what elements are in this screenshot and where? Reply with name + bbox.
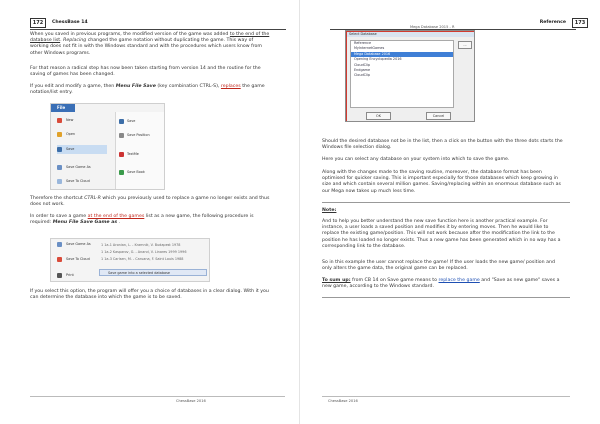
folder-icon xyxy=(57,132,62,137)
game-list-line[interactable]: 1 1a-1 Aronian, L. - Kramnik, V. Budapest 1978 xyxy=(101,243,181,247)
save-as-icon xyxy=(57,242,62,247)
right-paragraph-3: Along with the changes made to the saving routine, moreover, the database format has been optimised for quicker saving. This is important especially for those databases which keep growing in size and which contain several million games. Saving/replacing within an enormous database such as our Mega now takes up much less time. xyxy=(322,170,561,194)
print-icon xyxy=(57,273,62,278)
section-divider-bottom xyxy=(322,297,570,298)
database-item[interactable]: CloudClip xyxy=(354,73,371,78)
save-to-selected-database-option[interactable]: Save game into a selected database xyxy=(99,269,207,276)
left-paragraph-1: When you saved in previous programs, the modified version of the game was added to the end of the database list. Replacing changed the game notation without duplicating the game. This way of working does not fit in with the Windows standard and with the procedures which users know from other Windows programs. xyxy=(30,32,270,56)
text-icon xyxy=(119,152,124,157)
left-footer: ChessBase 2016 xyxy=(176,399,206,403)
file-menu-title[interactable]: File xyxy=(51,104,75,112)
menu-item-open[interactable]: Open xyxy=(57,130,107,139)
cloud-icon xyxy=(57,179,62,184)
menu-item-save-game-as[interactable]: Save Game As xyxy=(57,240,97,249)
menu-item-print[interactable]: Print xyxy=(57,271,97,280)
submenu-item-save[interactable]: Save xyxy=(119,117,135,126)
left-paragraph-2: For that reason a radical step has now been taken starting from version 14 and the routine for the saving of games has been changed. xyxy=(30,66,261,78)
save-icon xyxy=(119,119,124,124)
database-list[interactable] xyxy=(350,40,454,108)
cancel-button[interactable]: Cancel xyxy=(426,112,451,120)
menu-item-save[interactable]: Save xyxy=(57,145,107,154)
dialog-top-caption: Mega Database 2015 - R xyxy=(410,25,455,29)
submenu-item-save-position[interactable]: Save Position xyxy=(119,131,150,140)
left-page-number: 172 xyxy=(30,18,46,28)
right-footer: ChessBase 2016 xyxy=(328,399,358,403)
section-divider-top xyxy=(322,202,570,203)
menu-item-save-game-as[interactable]: Save Game As xyxy=(57,163,107,172)
dialog-title: Select Database xyxy=(346,31,474,37)
right-paragraph-4: And to help you better understand the new save function here is another practical example. For instance, a user loads a saved position and modifies it by entering moves. Then he would like to replace the existing game/position. This will not work because after the modification the link to the position he has loaded no longer exists. Thus a new game has been generated which in no way has a corresponding link to the database. xyxy=(322,219,561,249)
left-footer-rule xyxy=(30,396,285,397)
right-paragraph-5: So in this example the user cannot replace the game! If the user loads the new game/ position and only alters the game data, the original game can be replaced. xyxy=(322,260,555,272)
right-paragraph-6: To sum up: from CB 14 on Save game means to replace the game and "Save as new game" saves a new game, according to the Windows standard. xyxy=(322,278,560,290)
right-footer-rule xyxy=(322,396,570,397)
left-paragraph-4: Therefore the shortcut CTRL-R which you previously used to replace a game no longer exists and thus does not work. xyxy=(30,196,270,208)
menu-item-save-to-cloud[interactable]: Save To Cloud xyxy=(57,255,97,264)
database-item[interactable]: CloudClip xyxy=(354,62,371,67)
database-item-selected[interactable]: Mega Database 2016 xyxy=(351,52,453,57)
note-heading: Note: xyxy=(322,208,337,213)
menu-item-new[interactable]: New xyxy=(57,116,107,125)
ok-button[interactable]: OK xyxy=(366,112,391,120)
browse-button[interactable]: ... xyxy=(458,41,472,49)
left-running-title: ChessBase 14 xyxy=(52,20,88,25)
cloud-icon xyxy=(57,257,62,262)
submenu-item-textme[interactable]: TextMe xyxy=(119,150,139,159)
menu-item-save-to-cloud[interactable]: Save To Cloud xyxy=(57,177,107,186)
left-header xyxy=(30,18,286,30)
submenu-item-save-book[interactable]: Save Book xyxy=(119,168,145,177)
left-paragraph-5: In order to save a game at the end of the games list as a new game, the following procedure is required: Menu File Save Game as . xyxy=(30,214,254,226)
database-item[interactable]: MyInternetGames xyxy=(354,46,385,51)
select-database-dialog xyxy=(345,30,475,122)
position-icon xyxy=(119,133,124,138)
database-item[interactable]: Endgame xyxy=(354,67,371,72)
save-as-icon xyxy=(57,165,62,170)
save-submenu xyxy=(115,112,165,190)
book-icon xyxy=(119,170,124,175)
right-page-number: 173 xyxy=(572,18,588,28)
right-paragraph-1: Should the desired database not be in the list, then a click on the button with the three dots starts the Windows file selection dialog. xyxy=(322,139,563,151)
right-paragraph-2: Here you can select any database on your system into which to save the game. xyxy=(322,157,510,162)
game-list-line[interactable]: 1 1a-2 Kasparov, G. - Anand, V. Linares 1999 1996 xyxy=(101,250,187,254)
save-icon xyxy=(57,147,62,152)
left-paragraph-3: If you edit and modify a game, then Menu File Save (key combination CTRL-S), replaces the game notation/list entry. xyxy=(30,84,265,96)
right-running-title: Reference xyxy=(539,20,566,25)
database-item[interactable]: Opening Encyclopedia 2016 xyxy=(354,57,402,62)
left-paragraph-6: If you select this option, the program will offer you a choice of databases in a clear dialog. With it you can determine the database into which the game is to be saved. xyxy=(30,289,269,301)
game-list-line[interactable]: 1 1a-3 Carlsen, M. - Caruana, F. Saint Louis 1988 xyxy=(101,257,184,261)
database-item[interactable]: Reference xyxy=(354,41,372,45)
save-game-as-screenshot xyxy=(50,238,210,282)
file-menu-screenshot xyxy=(50,103,165,190)
new-icon xyxy=(57,118,62,123)
